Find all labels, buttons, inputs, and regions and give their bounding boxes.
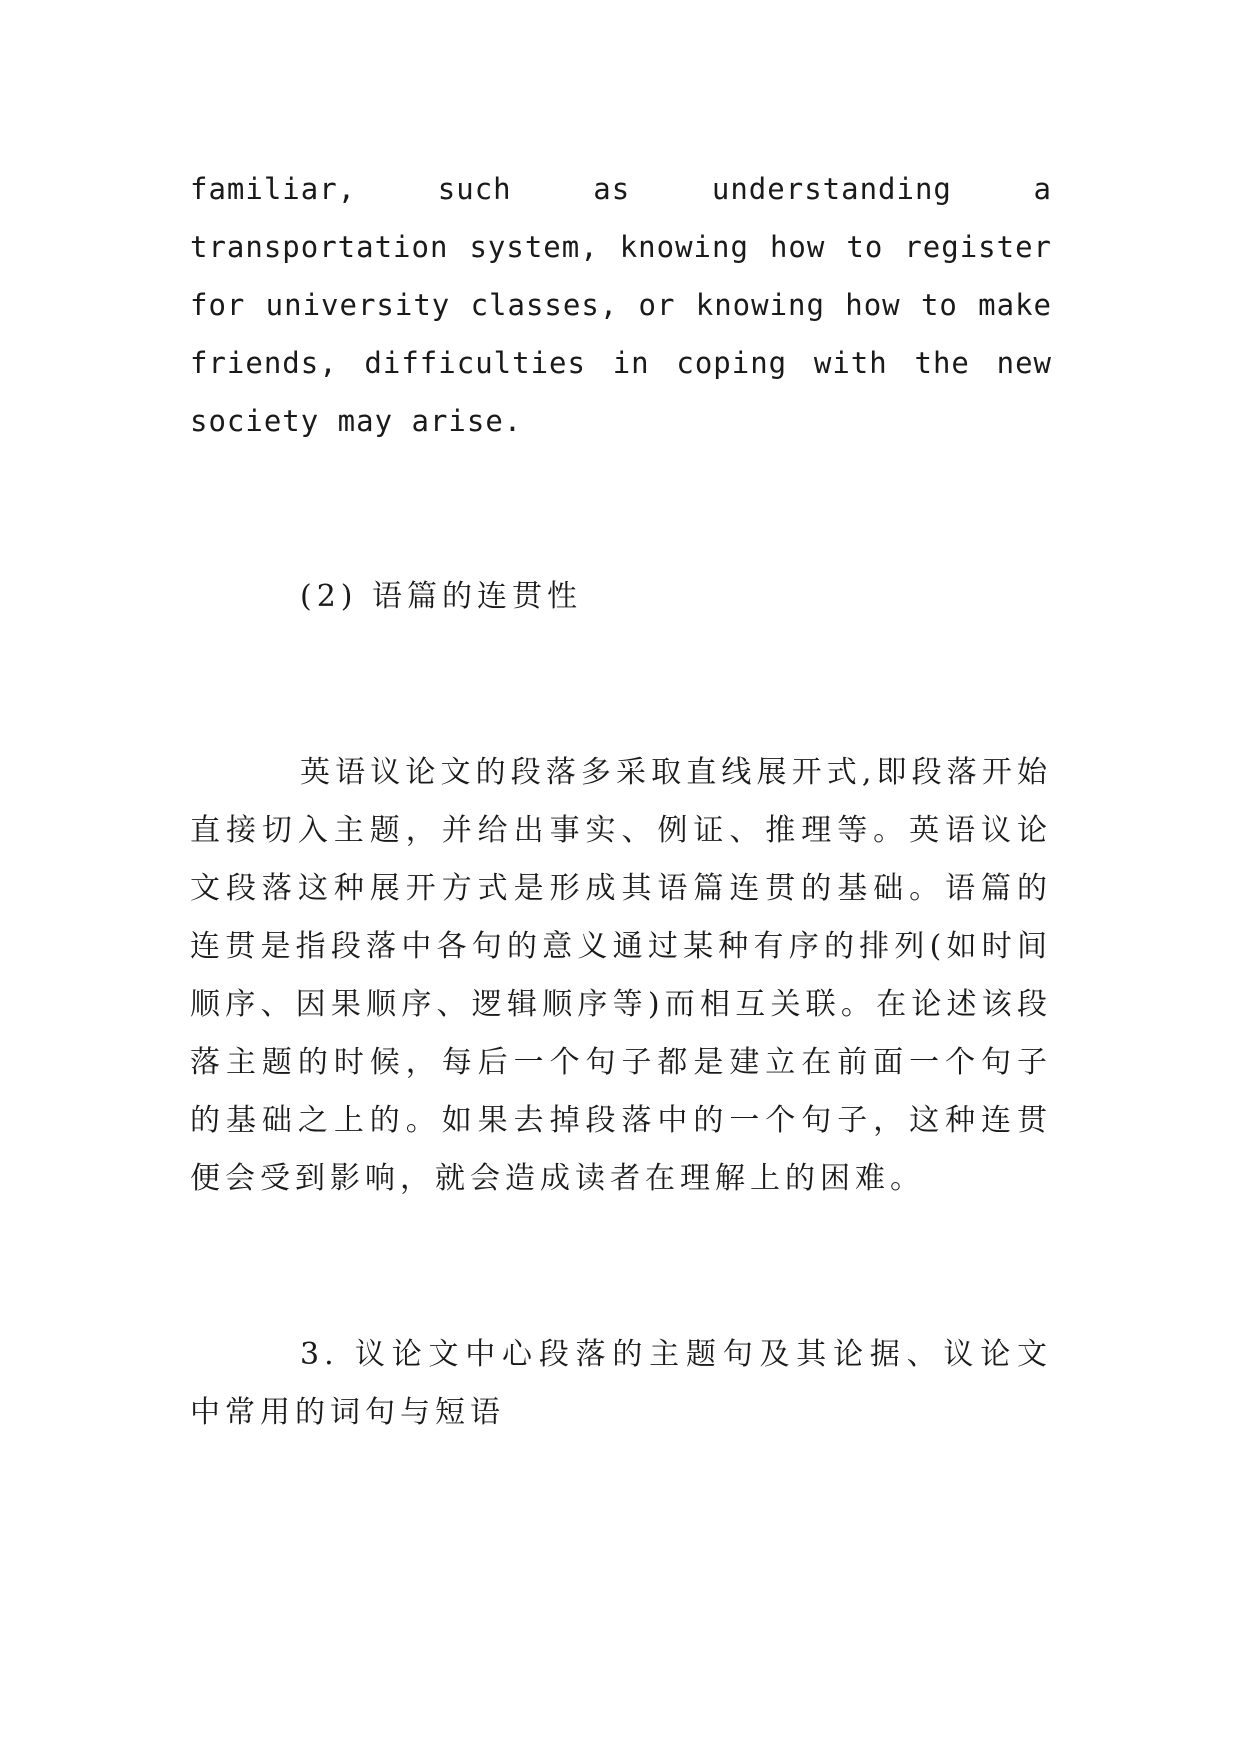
- paragraph-spacer: [190, 626, 1052, 744]
- paragraph-spacer: [190, 450, 1052, 568]
- section-heading-topic-sentence: 3. 议论文中心段落的主题句及其论据、议论文中常用的词句与短语: [190, 1337, 1052, 1430]
- section-heading-coherence: (2) 语篇的连贯性: [300, 579, 583, 614]
- document-body: [190, 160, 1052, 1442]
- paragraph-spacer: [190, 1208, 1052, 1326]
- english-paragraph: familiar, such as understanding a transportation system, knowing how to register for university classes, or knowing how to make friends, difficulties in coping with the new society may arise.: [190, 172, 1052, 438]
- chinese-paragraph-coherence: 英语议论文的段落多采取直线展开式,即段落开始直接切入主题，并给出事实、例证、推理等。英语议论文段落这种展开方式是形成其语篇连贯的基础。语篇的连贯是指段落中各句的意义通过某种有序的排列(如时间顺序、因果顺序、逻辑顺序等)而相互关联。在论述该段落主题的时候，每后一个句子都是建立在前面一个句子的基础之上的。如果去掉段落中的一个句子，这种连贯便会受到影响，就会造成读者在理解上的困难。: [190, 755, 1052, 1196]
